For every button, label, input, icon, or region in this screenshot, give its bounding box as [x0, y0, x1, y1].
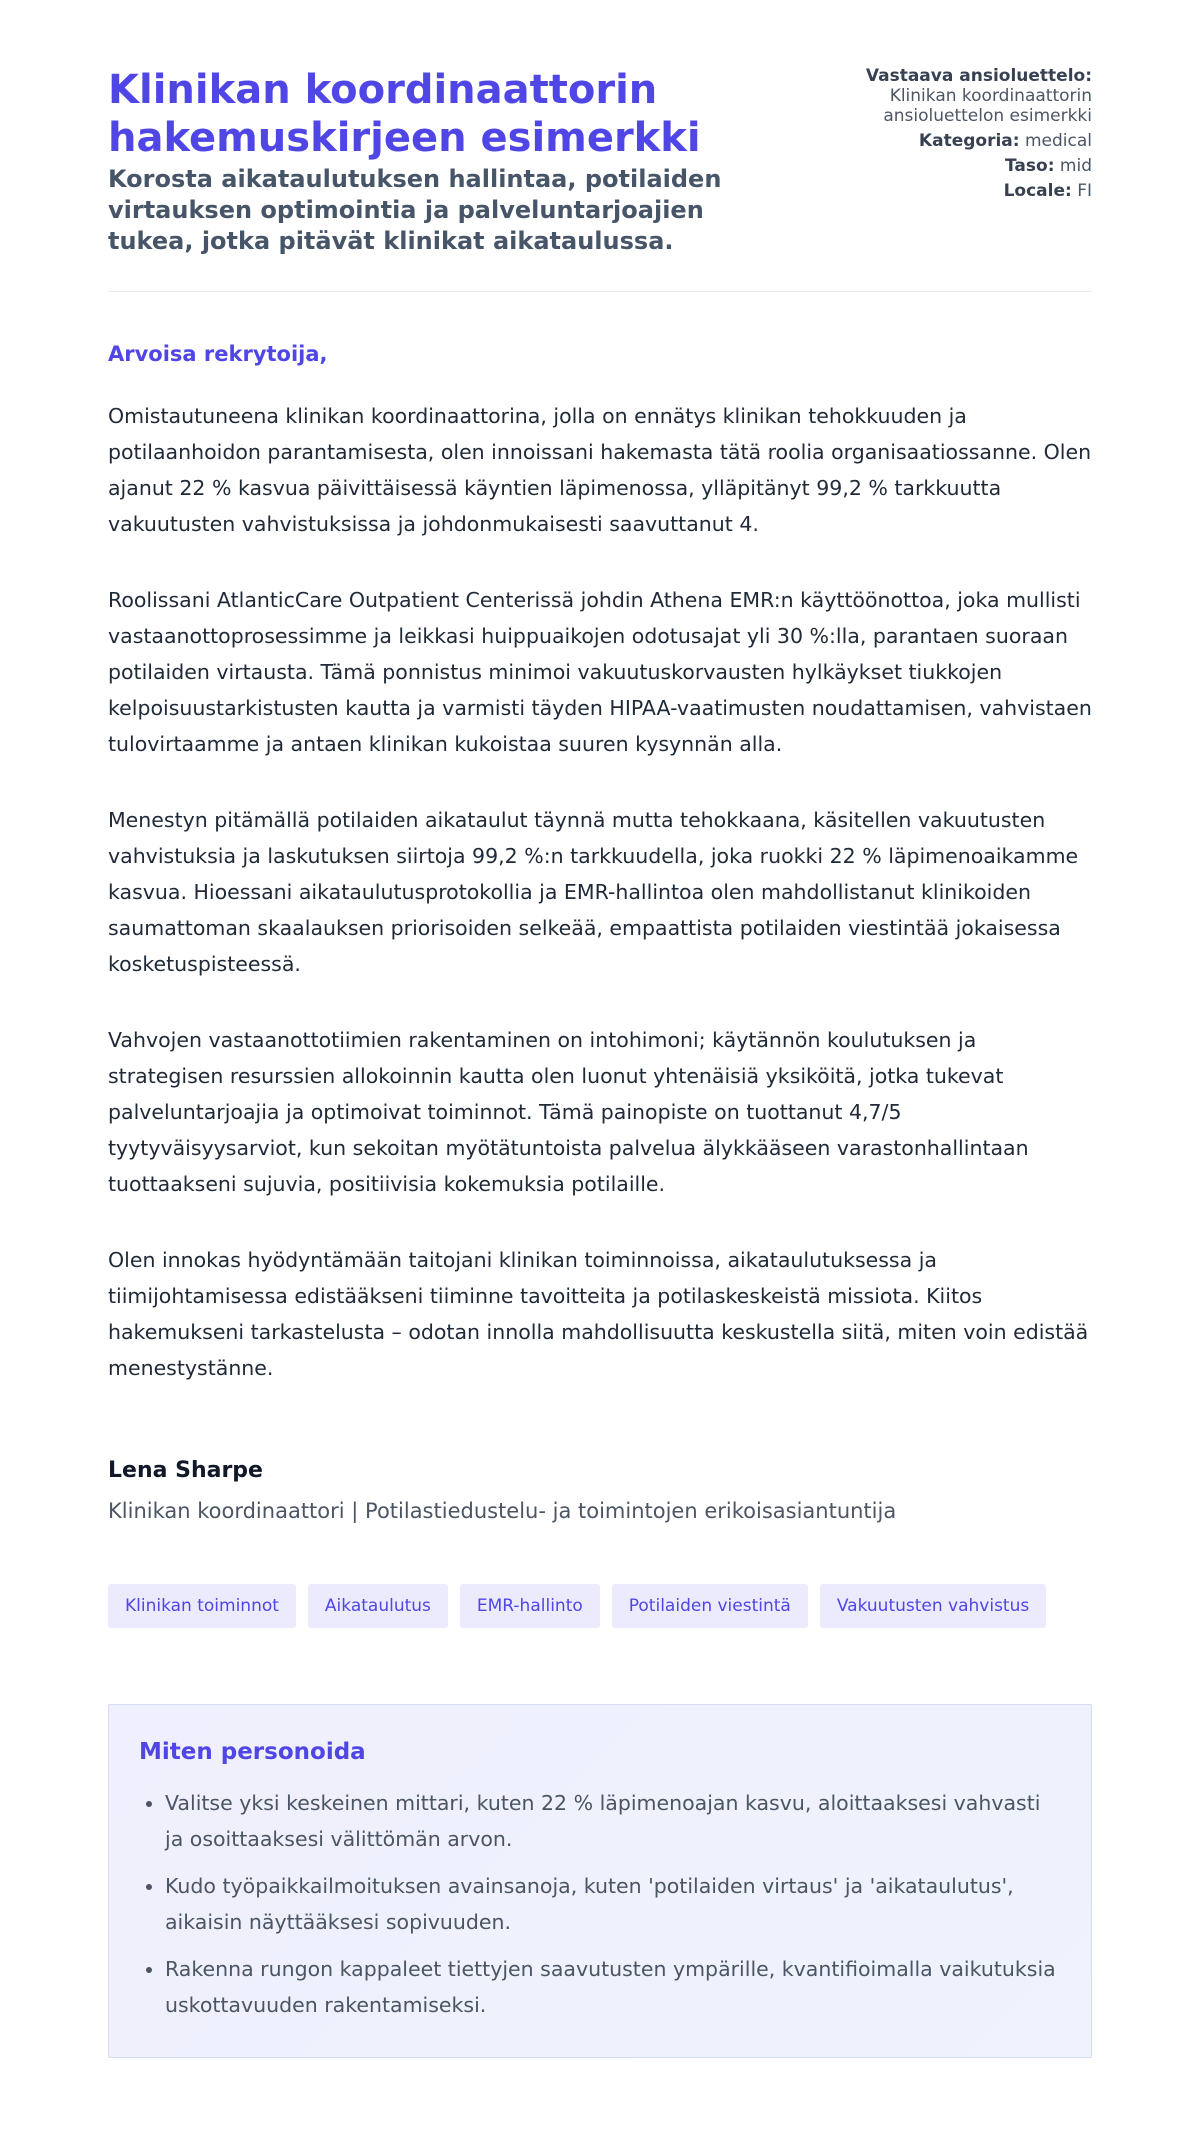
meta-level-value: mid: [1059, 156, 1092, 176]
meta-locale-value: FI: [1077, 181, 1092, 201]
tips-list: [139, 1785, 1061, 2023]
meta-panel: [792, 66, 1092, 201]
letter-paragraph: Vahvojen vastaanottotiimien rakentaminen on intohimoni; käytännön koulutuksen ja strategisen resurssien allokoinnin kautta olen luonut yhtenäisiä yksiköitä, jotka tukevat palveluntarjoajia ja optimoivat toiminnot. Tämä painopiste on tuottanut 4,7/5 tyytyväisyysarviot, kun sekoitan myötätuntoista palvelua älykkääseen varastonhallintaan tuottaakseni sujuvia, positiivisia kokemuksia potilaille.: [108, 1028, 1029, 1196]
header-titles: [108, 66, 788, 257]
meta-locale-label: Locale:: [1003, 181, 1072, 201]
signature-role: Klinikan koordinaattori | Potilastiedustelu- ja toimintojen erikoisasiantuntija: [108, 1499, 897, 1523]
page-title: Klinikan koordinaattorin hakemuskirjeen esimerkki: [108, 67, 701, 161]
skill-tag: Vakuutusten vahvistus: [820, 1584, 1046, 1628]
signature-block: [108, 1456, 1092, 1526]
skill-tag: Klinikan toiminnot: [108, 1584, 296, 1628]
letter-paragraph: Omistautuneena klinikan koordinaattorina, jolla on ennätys klinikan tehokkuuden ja potilaanhoidon parantamisesta, olen innoissani hakemasta tätä roolia organisaatiossanne. Olen ajanut 22 % kasvua päivittäisessä käyntien läpimenossa, ylläpitänyt 99,2 % tarkkuutta vakuutusten vahvistuksissa ja johdonmukaisesti saavuttanut 4.: [108, 404, 1092, 536]
meta-resume-label: Vastaava ansioluettelo:: [865, 66, 1092, 86]
page-header: [108, 66, 1092, 292]
skill-tags: [108, 1584, 1092, 1628]
letter-paragraph: Menestyn pitämällä potilaiden aikataulut täynnä mutta tehokkaana, käsitellen vakuutusten vahvistuksia ja laskutuksen siirtoja 99,2 %:n tarkkuudella, joka ruokki 22 % läpimenoaikamme kasvua. Hioessani aikataulutusprotokollia ja EMR-hallintoa olen mahdollistanut klinikoiden saumattoman skaalauksen priorisoiden selkeää, empaattista potilaiden viestintää jokaisessa kosketuspisteessä.: [108, 808, 1079, 976]
signature-name: Lena Sharpe: [108, 1458, 263, 1483]
meta-resume: [792, 66, 1092, 126]
meta-category-label: Kategoria:: [918, 131, 1020, 151]
tips-list-item: • Kudo työpaikkailmoituksen avainsanoja, kuten 'potilaiden virtaus' ja 'aikataulutus', aikaisin näyttääksesi sopivuuden.: [165, 1868, 1061, 1940]
tips-list-item: • Valitse yksi keskeinen mittari, kuten 22 % läpimenoajan kasvu, aloittaaksesi vahvasti ja osoittaaksesi välittömän arvon.: [165, 1785, 1061, 1857]
letter-paragraph: Roolissani AtlanticCare Outpatient Centerissä johdin Athena EMR:n käyttöönottoa, joka mullisti vastaanottoprosessimme ja leikkasi huippuaikojen odotusajat yli 30 %:lla, parantaen suoraan potilaiden virtausta. Tämä ponnistus minimoi vakuutuskorvausten hylkäykset tiukkojen kelpoisuustarkistusten kautta ja varmisti täyden HIPAA-vaatimusten noudattamisen, vahvistaen tulovirtaamme ja antaen klinikan kukoistaa suuren kysynnän alla.: [108, 588, 1092, 756]
letter-body: [108, 340, 1092, 2058]
page-subtitle: Korosta aikataulutuksen hallintaa, potilaiden virtauksen optimointia ja palveluntarjoajien tukea, jotka pitävät klinikat aikataulussa.: [108, 165, 722, 255]
meta-resume-value: Klinikan koordinaattorin ansioluettelon esimerkki: [883, 86, 1092, 126]
tips-title: Miten personoida: [139, 1739, 366, 1765]
meta-level-label: Taso:: [1005, 156, 1055, 176]
meta-category: [792, 131, 1092, 151]
personalization-tips-box: [108, 1704, 1092, 2058]
meta-level: [792, 156, 1092, 176]
skill-tag: Aikataulutus: [308, 1584, 448, 1628]
skill-tag: Potilaiden viestintä: [612, 1584, 808, 1628]
meta-locale: [792, 181, 1092, 201]
meta-category-value: medical: [1024, 131, 1092, 151]
letter-greeting: Arvoisa rekrytoija,: [108, 342, 328, 366]
skill-tag: EMR-hallinto: [460, 1584, 600, 1628]
letter-paragraph: Olen innokas hyödyntämään taitojani klinikan toiminnoissa, aikataulutuksessa ja tiimijohtamisessa edistääkseni tiiminne tavoitteita ja potilaskeskeistä missiota. Kiitos hakemukseni tarkastelusta – odotan innolla mahdollisuutta keskustella siitä, miten voin edistää menestystänne.: [108, 1248, 1089, 1380]
tips-list-item: • Rakenna rungon kappaleet tiettyjen saavutusten ympärille, kvantifioimalla vaikutuksia uskottavuuden rakentamiseksi.: [165, 1951, 1061, 2023]
